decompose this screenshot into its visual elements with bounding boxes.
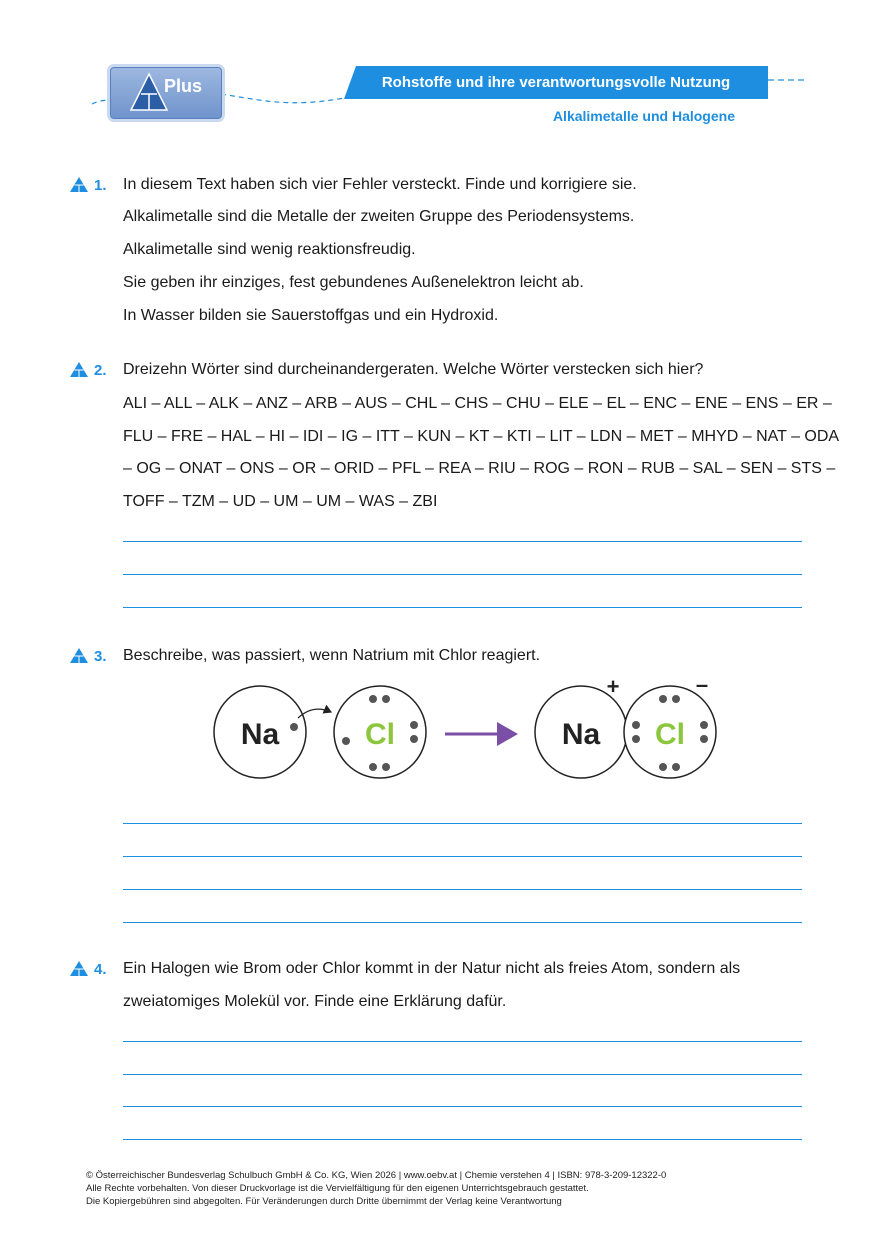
- electron: [700, 735, 708, 743]
- task-text: Alkalimetalle sind die Metalle der zweiten Gruppe des Periodensystems.: [123, 208, 635, 225]
- electron: [632, 735, 640, 743]
- chloride-ion-symbol: Cl: [655, 718, 685, 751]
- syllable-list: – OG – ONAT – ONS – OR – ORID – PFL – REA – RIU – ROG – RON – RUB – SAL – SEN – STS –: [123, 460, 836, 477]
- electron: [410, 735, 418, 743]
- electron: [369, 695, 377, 703]
- answer-line[interactable]: [123, 541, 802, 542]
- sodium-chlorine-reaction-diagram: [205, 670, 735, 785]
- task-text: In diesem Text haben sich vier Fehler versteckt. Finde und korrigiere sie.: [123, 176, 637, 193]
- answer-line[interactable]: [123, 1041, 802, 1042]
- task-text: In Wasser bilden sie Sauerstoffgas und ein Hydroxid.: [123, 307, 499, 324]
- answer-line[interactable]: [123, 856, 802, 857]
- electron: [672, 695, 680, 703]
- electron: [410, 721, 418, 729]
- task-number: 4.: [94, 961, 107, 978]
- task-pyramid-icon: [70, 362, 88, 377]
- answer-line[interactable]: [123, 889, 802, 890]
- answer-line[interactable]: [123, 823, 802, 824]
- answer-line[interactable]: [123, 1074, 802, 1075]
- valence-electron: [290, 723, 298, 731]
- sodium-ion-symbol: Na: [561, 718, 601, 751]
- task-text: Alkalimetalle sind wenig reaktionsfreudig.: [123, 241, 416, 258]
- negative-charge: –: [695, 672, 709, 697]
- logo-word: Plus: [164, 76, 203, 96]
- answer-line[interactable]: [123, 574, 802, 575]
- task-text: Ein Halogen wie Brom oder Chlor kommt in der Natur nicht als freies Atom, sondern als: [123, 960, 741, 977]
- footer-disclaimer: Die Kopiergebühren sind abgegolten. Für Veränderungen durch Dritte übernimmt der Verlag keine Verantwortung: [86, 1196, 562, 1207]
- answer-line[interactable]: [123, 1106, 802, 1107]
- syllable-list: ALI – ALL – ALK – ANZ – ARB – AUS – CHL – CHS – CHU – ELE – EL – ENC – ENE – ENS – ER –: [123, 395, 832, 412]
- task-pyramid-icon: [70, 961, 88, 976]
- footer-copyright: © Österreichischer Bundesverlag Schulbuch GmbH & Co. KG, Wien 2026 | www.oebv.at | Chemie verstehen 4 | ISBN: 978-3-209-12322-0: [86, 1170, 667, 1181]
- task-pyramid-icon: [70, 648, 88, 663]
- pyramid-icon: [129, 72, 169, 112]
- electron: [700, 721, 708, 729]
- task-text: Sie geben ihr einziges, fest gebundenes Außenelektron leicht ab.: [123, 274, 584, 291]
- electron: [672, 763, 680, 771]
- electron: [382, 695, 390, 703]
- answer-line[interactable]: [123, 607, 802, 608]
- electron: [382, 763, 390, 771]
- syllable-list: TOFF – TZM – UD – UM – UM – WAS – ZBI: [123, 493, 438, 510]
- page-title: Rohstoffe und ihre verantwortungsvolle Nutzung: [381, 74, 731, 91]
- positive-charge: +: [606, 674, 620, 699]
- answer-line[interactable]: [123, 922, 802, 923]
- task-text: zweiatomiges Molekül vor. Finde eine Erklärung dafür.: [123, 993, 507, 1010]
- task-text: Beschreibe, was passiert, wenn Natrium mit Chlor reagiert.: [123, 647, 541, 664]
- answer-line[interactable]: [123, 1139, 802, 1140]
- electron: [659, 695, 667, 703]
- footer-rights: Alle Rechte vorbehalten. Von dieser Druckvorlage ist die Vervielfältigung für den eigenen Unterrichtsgebrauch gestattet.: [86, 1183, 589, 1194]
- chlorine-symbol: Cl: [365, 718, 395, 751]
- page-subtitle: Alkalimetalle und Halogene: [552, 108, 735, 124]
- task-number: 3.: [94, 648, 107, 665]
- electron: [632, 721, 640, 729]
- electron: [342, 737, 350, 745]
- task-text: Dreizehn Wörter sind durcheinandergeraten. Welche Wörter verstecken sich hier?: [123, 361, 704, 378]
- task-number: 1.: [94, 177, 107, 194]
- electron: [659, 763, 667, 771]
- electron: [369, 763, 377, 771]
- task-pyramid-icon: [70, 177, 88, 192]
- sodium-symbol: Na: [240, 718, 280, 751]
- syllable-list: FLU – FRE – HAL – HI – IDI – IG – ITT – KUN – KT – KTI – LIT – LDN – MET – MHYD – NAT – ODA: [123, 428, 840, 445]
- task-number: 2.: [94, 362, 107, 379]
